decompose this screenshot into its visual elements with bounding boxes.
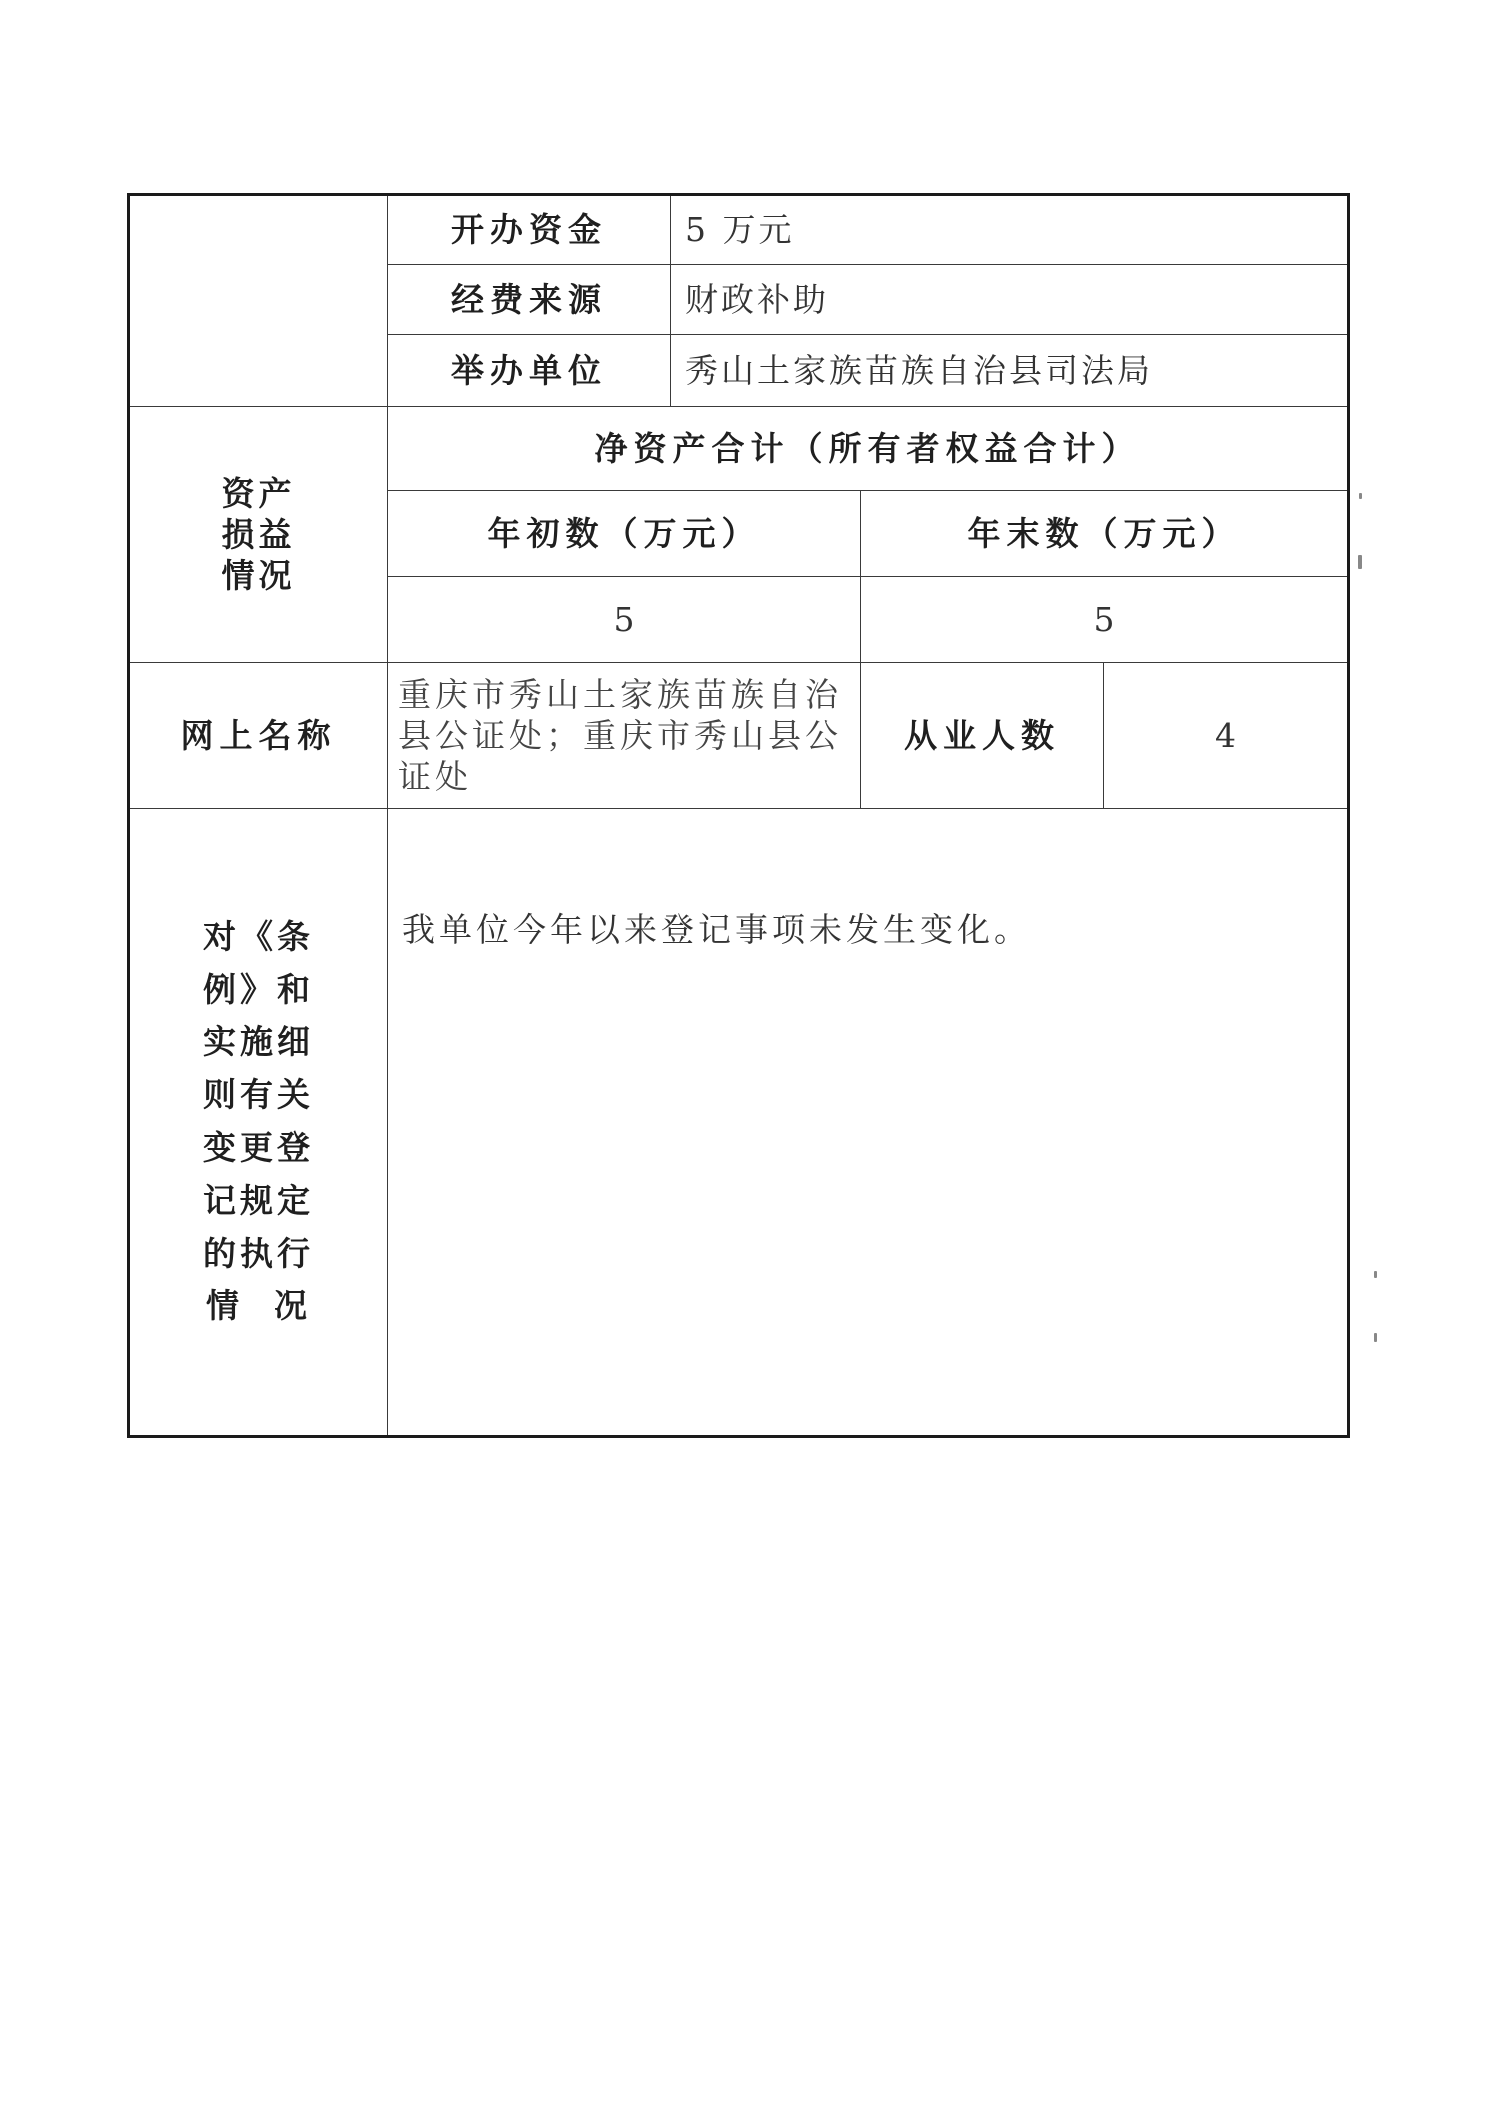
compliance-label-line: 记规定 <box>203 1180 314 1220</box>
source-value: 财政补助 <box>671 265 1349 335</box>
begin-year-header: 年初数（万元） <box>388 491 861 577</box>
compliance-label-line: 对《条 <box>203 916 314 956</box>
compliance-label-line: 变更登 <box>203 1128 314 1167</box>
online-name-value: 重庆市秀山土家族苗族自治县公证处；重庆市秀山县公证处 <box>388 663 861 809</box>
scan-speck <box>1359 493 1362 499</box>
assets-label-line: 资产 <box>221 473 296 513</box>
blank-section-cell <box>129 195 388 407</box>
staff-count-label: 从业人数 <box>861 663 1104 809</box>
compliance-label-line: 实施细 <box>203 1022 314 1062</box>
scan-speck <box>1358 555 1362 569</box>
assets-label-line: 损益 <box>221 514 296 554</box>
registration-form-table <box>127 193 1350 1438</box>
compliance-label-line: 情 况 <box>206 1286 311 1326</box>
source-label: 经费来源 <box>388 265 671 335</box>
begin-year-value: 5 <box>388 577 861 663</box>
compliance-label-line: 例》和 <box>203 969 314 1009</box>
assets-label-line: 情况 <box>221 556 296 596</box>
compliance-label <box>129 809 388 1437</box>
compliance-label-line: 的执行 <box>203 1233 314 1273</box>
net-assets-header-row <box>129 407 1349 491</box>
compliance-row <box>129 809 1349 1437</box>
funding-row <box>129 195 1349 265</box>
compliance-text: 我单位今年以来登记事项未发生变化。 <box>388 809 1349 1437</box>
compliance-label-line: 则有关 <box>203 1075 314 1115</box>
organizer-label: 举办单位 <box>388 335 671 407</box>
online-name-label: 网上名称 <box>129 663 388 809</box>
net-assets-header: 净资产合计（所有者权益合计） <box>388 407 1349 491</box>
funding-label: 开办资金 <box>388 195 671 265</box>
scan-speck <box>1374 1271 1377 1278</box>
end-year-header: 年末数（万元） <box>861 491 1349 577</box>
online-name-row <box>129 663 1349 809</box>
organizer-value: 秀山土家族苗族自治县司法局 <box>671 335 1349 407</box>
end-year-value: 5 <box>861 577 1349 663</box>
funding-value: 5 万元 <box>671 195 1349 265</box>
assets-section-label <box>129 407 388 663</box>
staff-count-value: 4 <box>1104 663 1349 809</box>
scan-speck <box>1374 1333 1377 1342</box>
